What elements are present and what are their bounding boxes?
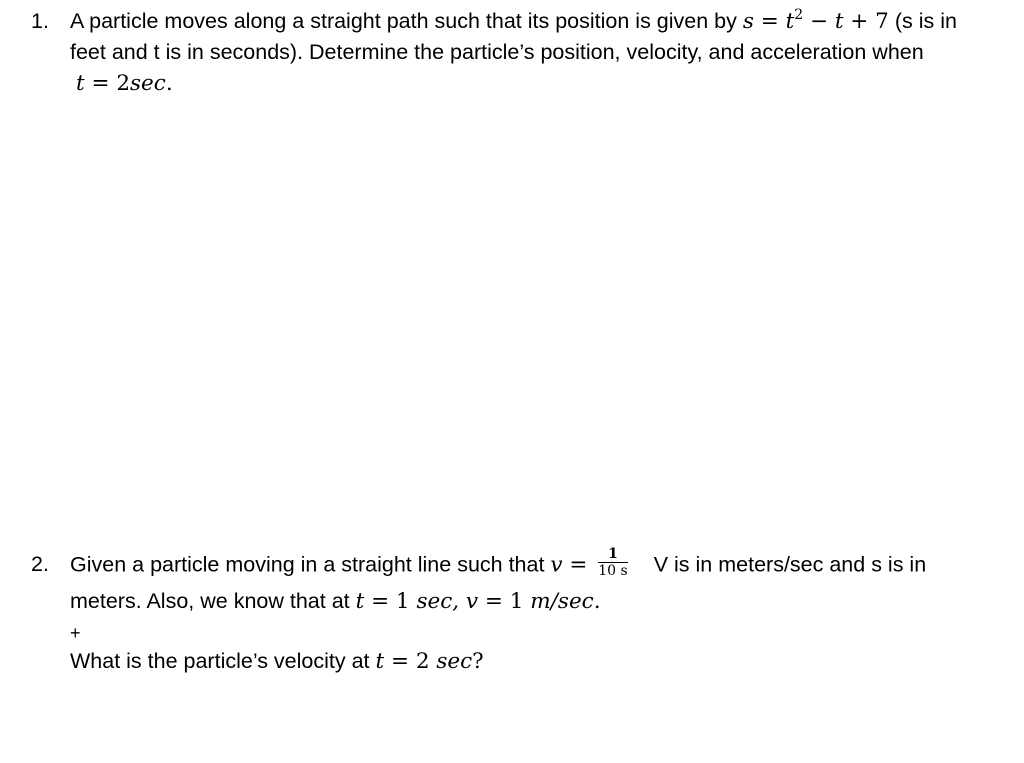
question-2-line-1 bbox=[70, 546, 927, 583]
q2-cond-unit: m/sec bbox=[530, 589, 594, 614]
question-1-number: 1. bbox=[31, 9, 49, 33]
q1-eq-s: s bbox=[742, 9, 754, 34]
q2-fraction bbox=[598, 546, 627, 580]
q1-eq-t2: t bbox=[834, 9, 844, 34]
question-2-line-2 bbox=[70, 586, 601, 617]
q1-eq-equals: = bbox=[753, 9, 786, 34]
question-2-number: 2. bbox=[31, 552, 49, 576]
q2-text-4: What is the particle’s velocity at bbox=[70, 649, 376, 673]
q2-fraction-denominator: 10 s bbox=[598, 563, 628, 579]
q2-text-2: meters. Also, we know that at bbox=[70, 589, 356, 613]
q1-time-unit: sec bbox=[130, 71, 166, 96]
q2-text-units: V is in meters/sec and s is in bbox=[653, 552, 927, 577]
q2-cond-eq1: = 1 bbox=[364, 589, 417, 614]
question-2-line-4 bbox=[70, 646, 484, 677]
q2-eq-v: v bbox=[550, 552, 563, 578]
q1-eq-minus: − bbox=[803, 9, 835, 34]
q2-cond-eq2: = 1 bbox=[478, 589, 531, 614]
question-2-plus: + bbox=[70, 623, 81, 643]
q2-text: Given a particle moving in a straight line such that bbox=[70, 552, 551, 577]
q1-eq-t: t bbox=[785, 9, 795, 34]
q2-eq-equals: = bbox=[562, 552, 595, 578]
question-1-line-1 bbox=[70, 6, 957, 37]
q1-time-value: = 2 bbox=[84, 71, 131, 96]
q1-text-units: (s is in bbox=[888, 9, 957, 33]
q2-ask-unit: sec bbox=[436, 649, 473, 674]
question-1-line-3 bbox=[76, 68, 173, 99]
q1-eq-plus7: + 7 bbox=[843, 9, 889, 34]
q1-time-period: . bbox=[165, 71, 173, 96]
q2-cond-period: . bbox=[593, 589, 601, 614]
q1-text: A particle moves along a straight path such that its position is given by bbox=[70, 9, 743, 33]
q2-fraction-numerator: 1 bbox=[598, 546, 627, 563]
q1-time-t: t bbox=[76, 71, 85, 96]
q2-ask-eq: = 2 bbox=[384, 649, 437, 674]
q2-cond-t: t bbox=[355, 589, 365, 614]
q2-ask-question-mark: ? bbox=[472, 649, 484, 674]
q2-ask-t: t bbox=[375, 649, 385, 674]
q2-cond-sec-v: sec, v bbox=[416, 589, 479, 614]
q1-eq-exponent: 2 bbox=[794, 7, 804, 23]
question-1-line-2: feet and t is in seconds). Determine the particle’s position, velocity, and acceleration when bbox=[70, 40, 924, 64]
